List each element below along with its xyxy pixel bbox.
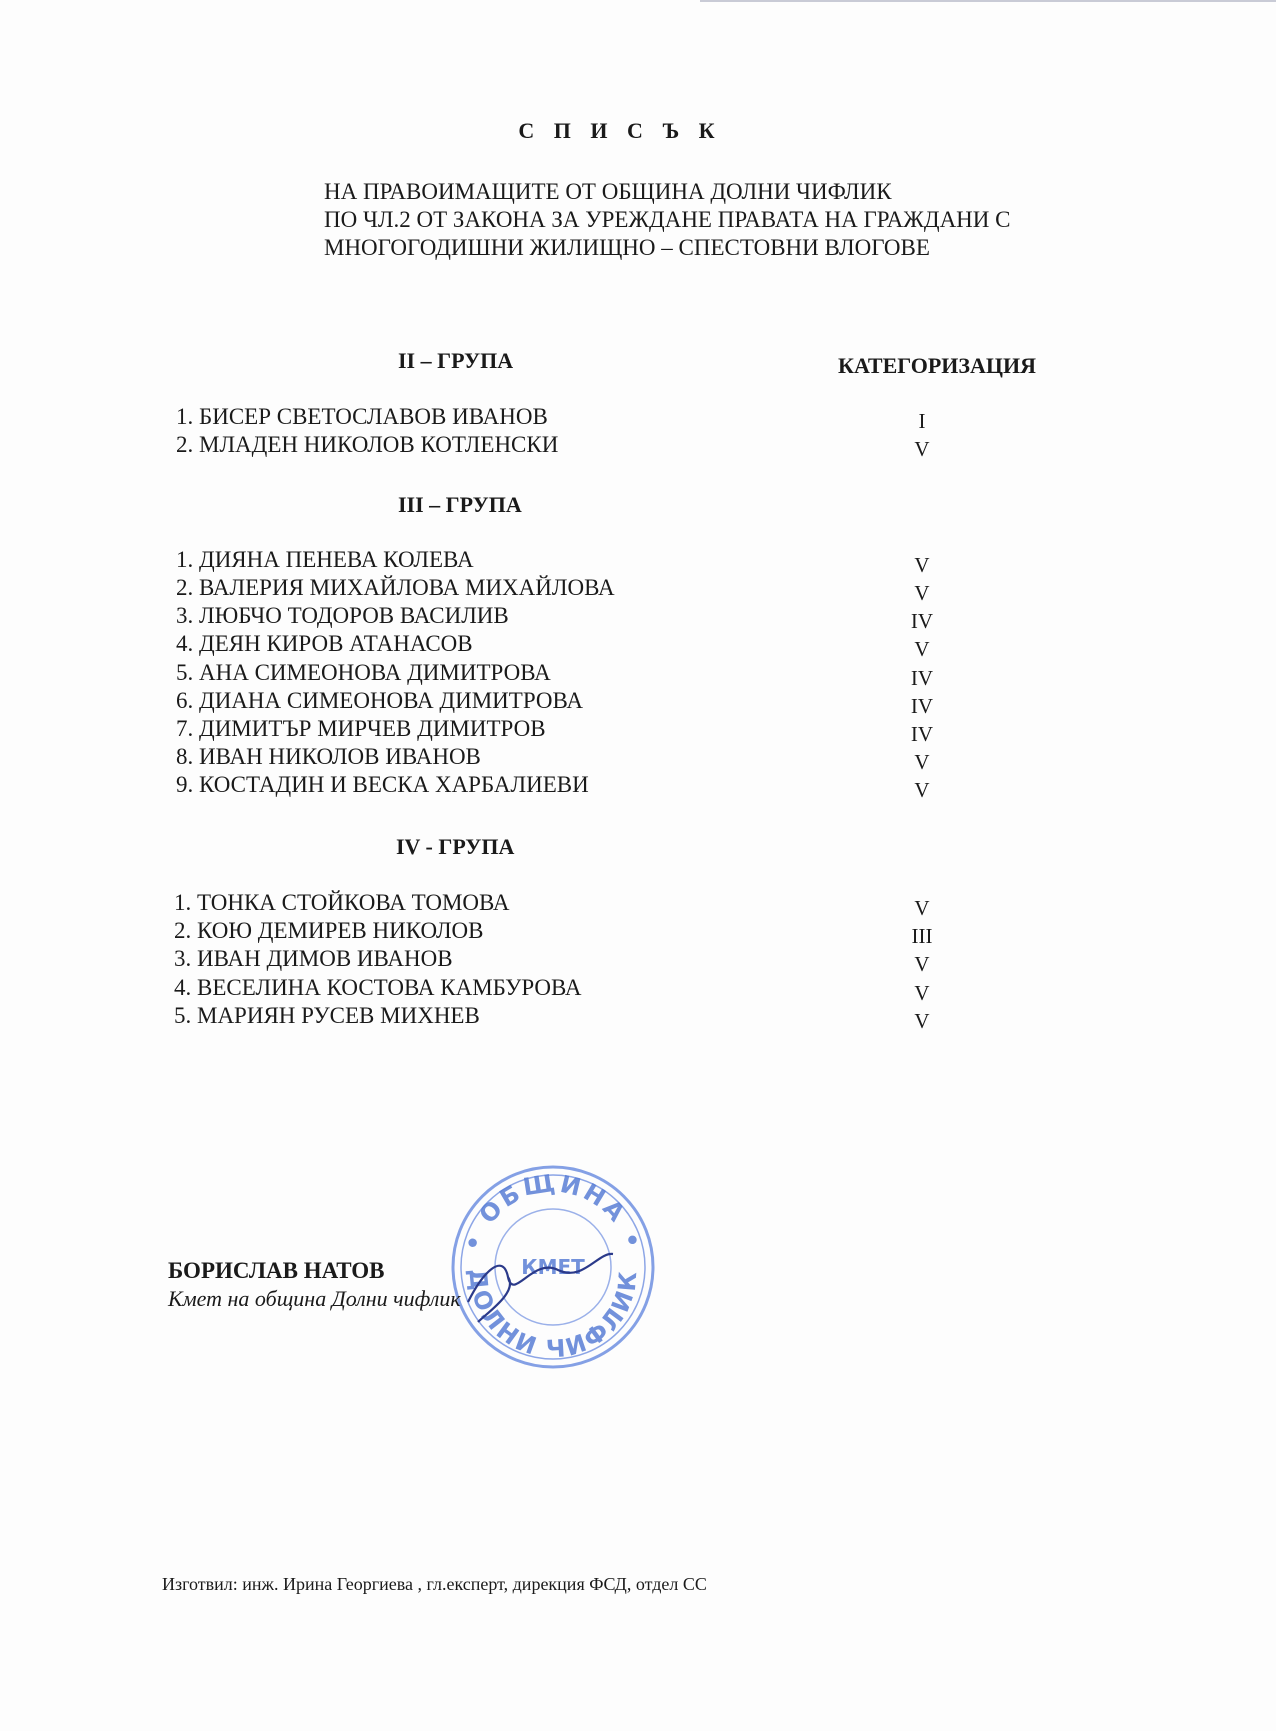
list-item: 1. БИСЕР СВЕТОСЛАВОВ ИВАНОВ (176, 404, 548, 429)
document-subtitle (324, 178, 1011, 262)
list-item: 7. ДИМИТЪР МИРЧЕВ ДИМИТРОВ (176, 716, 546, 741)
group-heading-iii: III – ГРУПА (398, 492, 522, 517)
list-item: 1. ТОНКА СТОЙКОВА ТОМОВА (174, 890, 510, 915)
list-item: 3. ЛЮБЧО ТОДОРОВ ВАСИЛИВ (176, 603, 509, 628)
category-value: V (914, 778, 930, 802)
subtitle-line: МНОГОГОДИШНИ ЖИЛИЩНО – СПЕСТОВНИ ВЛОГОВЕ (324, 235, 930, 260)
stamp-text-bottom: ДОЛНИ ЧИФЛИК (463, 1267, 643, 1364)
list-item: 2. МЛАДЕН НИКОЛОВ КОТЛЕНСКИ (176, 432, 559, 457)
svg-text:• ОБЩИНА • (458, 1168, 648, 1254)
list-item: 9. КОСТАДИН И ВЕСКА ХАРБАЛИЕВИ (176, 772, 589, 797)
list-item: 5. АНА СИМЕОНОВА ДИМИТРОВА (176, 660, 551, 685)
category-heading: КАТЕГОРИЗАЦИЯ (838, 353, 1036, 378)
list-item: 2. КОЮ ДЕМИРЕВ НИКОЛОВ (174, 918, 484, 943)
stamp-text-center: КМЕТ (521, 1255, 585, 1279)
signatory-title: Кмет на община Долни чифлик (168, 1286, 461, 1311)
list-item: 2. ВАЛЕРИЯ МИХАЙЛОВА МИХАЙЛОВА (176, 575, 615, 600)
group-heading-iv: IV - ГРУПА (396, 834, 515, 859)
category-value: V (914, 952, 930, 976)
category-value: IV (910, 694, 934, 718)
category-value: I (918, 409, 926, 433)
municipality-stamp (448, 1162, 658, 1372)
svg-text:ДОЛНИ ЧИФЛИК (463, 1267, 642, 1363)
list-item: 6. ДИАНА СИМЕОНОВА ДИМИТРОВА (176, 688, 584, 713)
signatory-name: БОРИСЛАВ НАТОВ (168, 1258, 385, 1283)
category-value: IV (910, 666, 934, 690)
category-value: V (914, 553, 930, 577)
stamp-text-top: • ОБЩИНА • (457, 1168, 649, 1255)
category-value: III (911, 924, 933, 948)
list-item: 4. ДЕЯН КИРОВ АТАНАСОВ (176, 631, 473, 656)
category-value: IV (910, 609, 934, 633)
prepared-by-footer: Изготвил: инж. Ирина Георгиева , гл.експерт, дирекция ФСД, отдел СС (162, 1574, 707, 1594)
list-item: 8. ИВАН НИКОЛОВ ИВАНОВ (176, 744, 481, 769)
category-value: V (914, 637, 930, 661)
category-value: V (914, 896, 930, 920)
group-heading-ii: II – ГРУПА (398, 348, 514, 373)
subtitle-line: НА ПРАВОИМАЩИТЕ ОТ ОБЩИНА ДОЛНИ ЧИФЛИК (324, 179, 892, 204)
subtitle-line: ПО ЧЛ.2 ОТ ЗАКОНА ЗА УРЕЖДАНЕ ПРАВАТА НА ГРАЖДАНИ С (324, 207, 1011, 232)
category-value: V (914, 750, 930, 774)
list-item: 5. МАРИЯН РУСЕВ МИХНЕВ (174, 1003, 480, 1028)
category-value: V (914, 1009, 930, 1033)
category-value: V (914, 437, 930, 461)
document-title: С П И С Ъ К (518, 118, 722, 143)
category-value: IV (910, 722, 934, 746)
category-value: V (914, 981, 930, 1005)
category-value: V (914, 581, 930, 605)
list-item: 3. ИВАН ДИМОВ ИВАНОВ (174, 946, 453, 971)
list-item: 4. ВЕСЕЛИНА КОСТОВА КАМБУРОВА (174, 975, 582, 1000)
list-item: 1. ДИЯНА ПЕНЕВА КОЛЕВА (176, 547, 474, 572)
scan-edge-line (700, 0, 1276, 2)
